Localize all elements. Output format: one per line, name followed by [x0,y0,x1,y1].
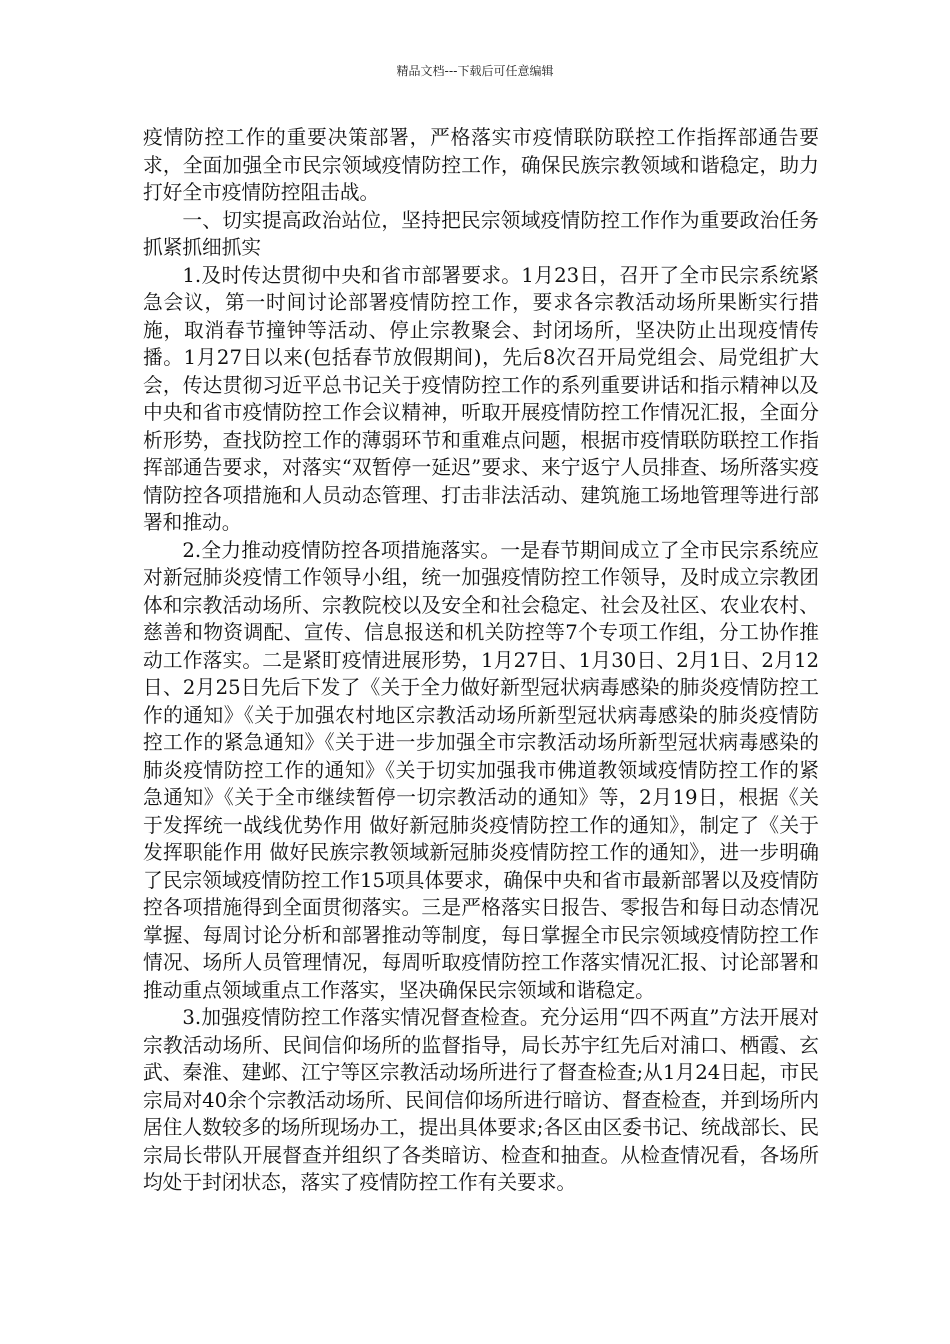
paragraph-intro-continuation: 疫情防控工作的重要决策部署，严格落实市疫情联防联控工作指挥部通告要求，全面加强全市民宗领域疫情防控工作，确保民族宗教领域和谐稳定，助力打好全市疫情防控阻击战。 [143,126,819,204]
page-header: 精品文档---下载后可任意编辑 [396,64,554,78]
section-heading-1: 一、切实提高政治站位，坚持把民宗领域疫情防控工作作为重要政治任务抓紧抓细抓实 [143,208,819,259]
paragraph-item-3: 3.加强疫情防控工作落实情况督查检查。充分运用“四不两直”方法开展对宗教活动场所、民间信仰场所的监督指导，局长苏宇红先后对浦口、栖霞、玄武、秦淮、建邺、江宁等区宗教活动场所进行了督查检查;从1月24日起，市民宗局对40余个宗教活动场所、民间信仰场所进行暗访、督查检查，并到场所内居住人数较多的场所现场办工，提出具体要求;各区由区委书记、统战部长、民宗局长带队开展督查并组织了各类暗访、检查和抽查。从检查情况看，各场所均处于封闭状态，落实了疫情防控工作有关要求。 [143,1006,820,1194]
document-body [143,124,819,1197]
paragraph-item-2: 2.全力推动疫情防控各项措施落实。一是春节期间成立了全市民宗系统应对新冠肺炎疫情工作领导小组，统一加强疫情防控工作领导，及时成立宗教团体和宗教活动场所、宗教院校以及安全和社会稳定、社会及社区、农业农村、慈善和物资调配、宣传、信息报送和机关防控等7个专项工作组，分工协作推动工作落实。二是紧盯疫情进展形势，1月27日、1月30日、2月1日、2月12日、2月25日先后下发了《关于全力做好新型冠状病毒感染的肺炎疫情防控工作的通知》《关于加强农村地区宗教活动场所新型冠状病毒感染的肺炎疫情防控工作的紧急通知》《关于进一步加强全市宗教活动场所新型冠状病毒感染的肺炎疫情防控工作的通知》《关于切实加强我市佛道教领域疫情防控工作的紧急通知》《关于全市继续暂停一切宗教活动的通知》等，2月19日，根据《关于发挥统一战线优势作用 做好新冠肺炎疫情防控工作的通知》，制定了《关于发挥职能作用 做好民族宗教领域新冠肺炎疫情防控工作的通知》，进一步明确了民宗领域疫情防控工作15项具体要求，确保中央和省市最新部署以及疫情防控各项措施得到全面贯彻落实。三是严格落实日报告、零报告和每日动态情况掌握、每周讨论分析和部署推动等制度，每日掌握全市民宗领域疫情防控工作情况、场所人员管理情况，每周听取疫情防控工作落实情况汇报、讨论部署和推动重点领域重点工作落实，坚决确保民宗领域和谐稳定。 [143,538,819,1002]
paragraph-item-1: 1.及时传达贯彻中央和省市部署要求。1月23日，召开了全市民宗系统紧急会议，第一时间讨论部署疫情防控工作，要求各宗教活动场所果断实行措施，取消春节撞钟等活动、停止宗教聚会、封闭场所，坚决防止出现疫情传播。1月27日以来(包括春节放假期间)，先后8次召开局党组会、局党组扩大会，传达贯彻习近平总书记关于疫情防控工作的系列重要讲话和指示精神以及中央和省市疫情防控工作会议精神，听取开展疫情防控工作情况汇报，全面分析形势，查找防控工作的薄弱环节和重难点问题，根据市疫情联防联控工作指挥部通告要求，对落实“双暂停一延迟”要求、来宁返宁人员排查、场所落实疫情防控各项措施和人员动态管理、打击非法活动、建筑施工场地管理等进行部署和推动。 [143,263,819,534]
